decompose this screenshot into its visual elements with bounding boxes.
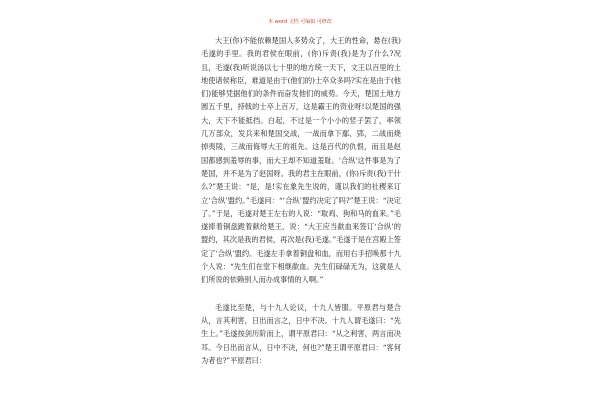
document-body xyxy=(201,34,401,367)
document-header-note: 本 word 文档 可编辑 可修改 xyxy=(268,19,332,25)
body-paragraph-1: 大王(你)不能依赖楚国人多势众了，大王的性命，悬在(我)毛遂的手里。我的君侯在眼前，(你)斥责(我)是为了什么?况且，毛遂(我)听说汤以七十里的地方统一天下，文王以百里的土地使诸侯称臣，难道是由于(他们的)士卒众多吗?实在是由于(他们)能够凭据他们的条件而奋发他们的威势。今天，楚国土地方圆五千里，持戟的士卒上百万，这是霸王的资业呀!以楚国的强大，天下不能抵挡。白起，不过是一个小小的竖子罢了，率领几万部众，发兵来和楚国交战，一战而拿下鄢、郢，二战而烧掉夷陵，三战而侮辱大王的祖先。这是百代的仇恨，而且是赵国都感到羞辱的事，而大王却不知道羞耻。'合纵'这件事是为了楚国，并不是为了赵国呀。我的君主在眼前，(你)斥责(我)干什么?”楚王说：“是，是!实在象先生说的，谨以我们的社稷来订立‘合纵’盟约。”毛遂问：“‘合纵’盟约决定了吗?”楚王说：“决定了。”于是，毛遂对楚王左右的人说：“取鸡、狗和马的血来。”毛遂捧着铜盘跪着献给楚王，说：“大王应当歃血来签订‘合纵’的盟约，其次是我的君侯，再次是(我)毛遂。”毛遂于是在宫殿上签定了‘合纵’盟约。毛遂左手拿着铜盘和血，而用右手招唤那十九个人说：“先生们在堂下相继歃血。先生们碌碌无为，这就是人们所说的依赖别人而办成事情的人啊。” xyxy=(201,36,401,285)
body-paragraph-2: 毛遂比至楚，与十九人论议，十九人皆服。平原君与楚合从，言其利害，日出而言之，日中不决。十九人谓毛遂曰：“先生上。”毛遂按剑历阶而上，谓平原君曰：“从之利害，两言而决耳。今日出而言从，日中不决，何也?”楚王谓平原君曰：“客何为者也?”平原君曰： xyxy=(201,302,401,365)
